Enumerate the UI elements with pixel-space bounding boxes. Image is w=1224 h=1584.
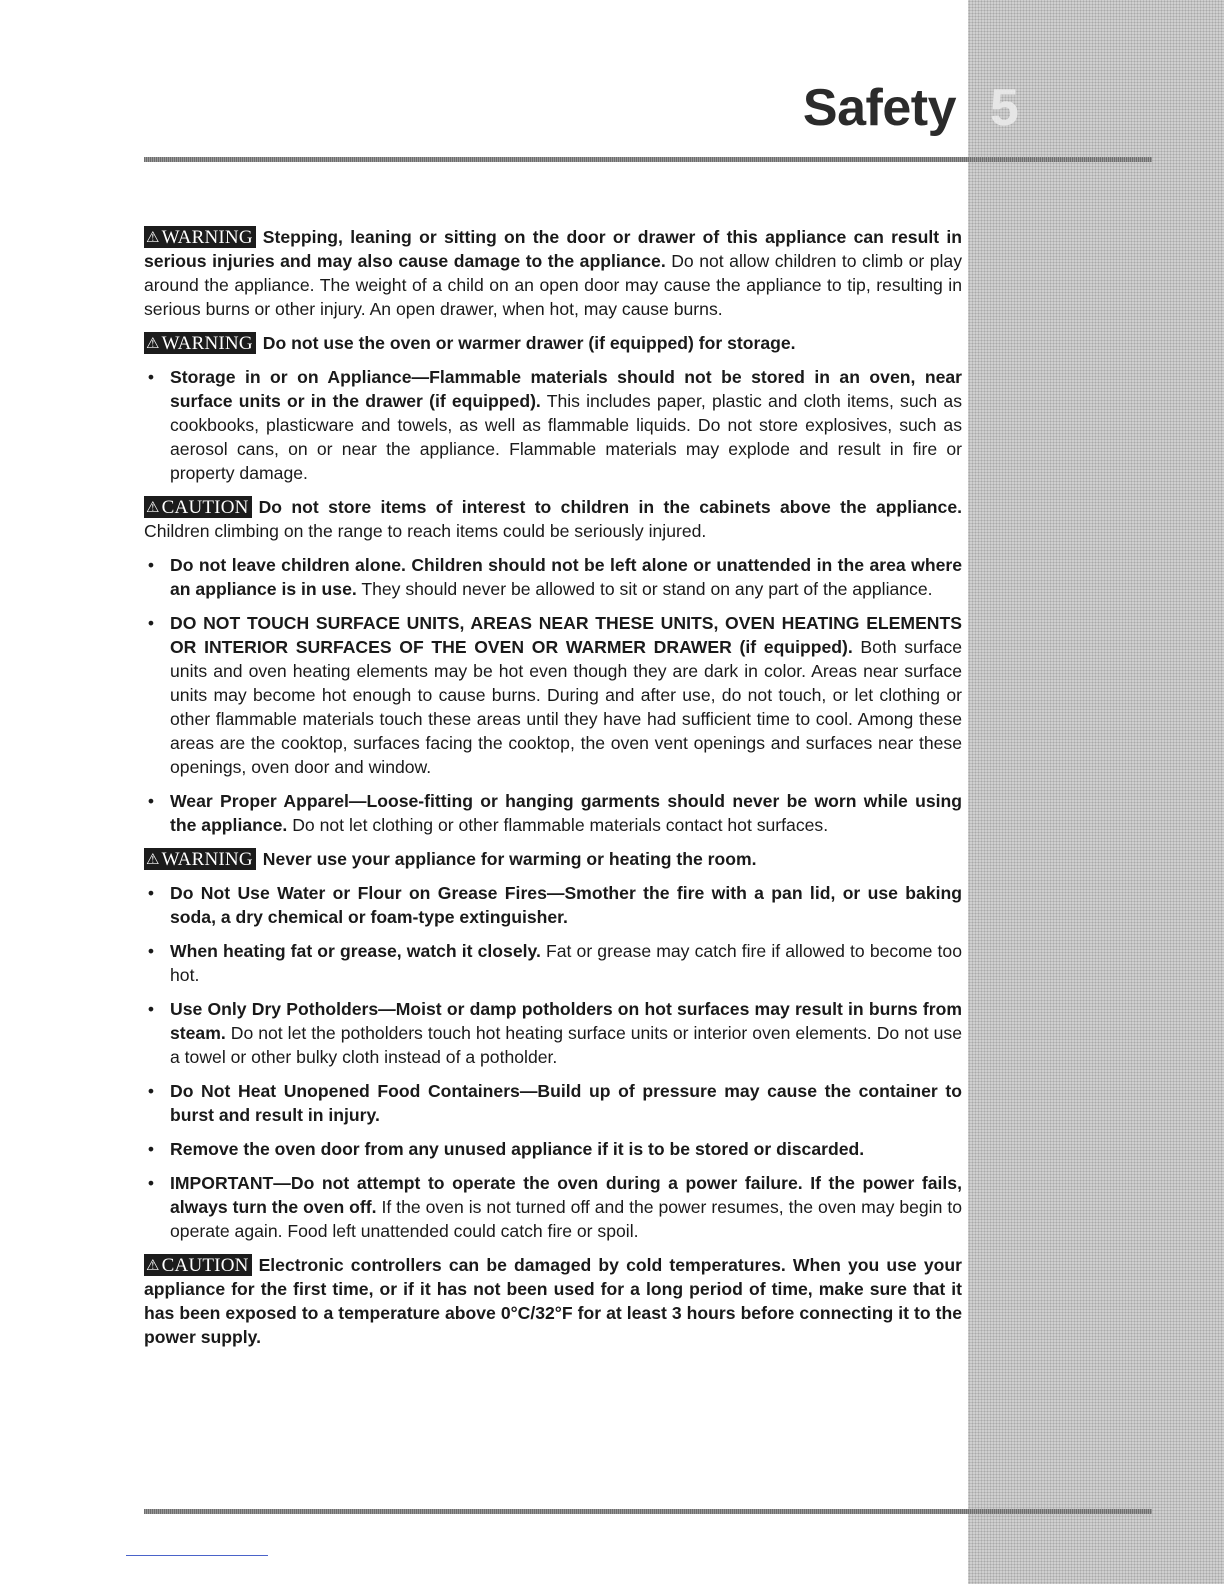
warning-badge [144,332,256,354]
bullet-icon: • [147,613,155,633]
bullet-icon: • [147,367,155,387]
warning-triangle-icon: ⚠ [146,1256,160,1274]
list-item-heading: Wear Proper Apparel—Loose-fitting or hanging garments should never be worn while using the appliance. [170,791,962,835]
warning-badge [144,226,256,248]
list-item [144,1171,962,1243]
list-item-text: Do not let clothing or other flammable materials contact hot surfaces. [287,815,829,835]
bullet-icon: • [147,1081,155,1101]
safety-content [144,225,962,1359]
list-item-text: Both surface units and oven heating elements may be hot even though they are dark in color. Areas near surface units may become hot enough to cause burns. During and after use, do not touch, or let clothing or other flammable materials touch these areas until they have had sufficient time to cool. Among these areas are the cooktop, surfaces facing the cooktop, the oven vent openings and surfaces near these openings, oven door and window. [170,637,962,777]
bullet-icon: • [147,1139,155,1159]
list-item-heading: Remove the oven door from any unused appliance if it is to be stored or discarded. [170,1139,865,1159]
list-item-heading: When heating fat or grease, watch it closely. [170,941,541,961]
badge-label: WARNING [161,849,253,870]
badge-label: WARNING [161,227,253,248]
list-item-text: Fat or grease may catch fire if allowed to become too hot. [170,941,962,985]
list-item-text: They should never be allowed to sit or stand on any part of the appliance. [356,579,933,599]
list-item-heading: DO NOT TOUCH SURFACE UNITS, AREAS NEAR THESE UNITS, OVEN HEATING ELEMENTS OR INTERIOR SURFACES OF THE OVEN OR WARMER DRAWER (if equipped). [170,613,962,657]
warning-badge [144,848,256,870]
alert-paragraph [144,495,962,543]
alert-heading: Do not store items of interest to children in the cabinets above the appliance. [258,497,962,517]
side-tab-band [968,0,1224,1584]
alert-heading: Electronic controllers can be damaged by cold temperatures. When you use your appliance for the first time, or if it has not been used for a long period of time, make sure that it has been exposed to a temperature above 0°C/32°F for at least 3 hours before connecting it to the power supply. [144,1255,962,1347]
list-item [144,789,962,837]
badge-label: CAUTION [161,1255,249,1276]
alert-paragraph [144,331,962,355]
footer-link-underline [126,1555,268,1556]
page-number: 5 [990,79,1019,137]
list-item-text: This includes paper, plastic and cloth items, such as cookbooks, plasticware and towels, as well as flammable liquids. Do not store explosives, such as aerosol cans, on or near the appliance. Flammable materials may explode and result in fire or property damage. [170,391,962,483]
footer-divider [144,1509,1152,1514]
list-item [144,881,962,929]
list-item-heading: Do Not Heat Unopened Food Containers—Build up of pressure may cause the container to burst and result in injury. [170,1081,962,1125]
warning-triangle-icon: ⚠ [146,498,160,516]
alert-heading: Stepping, leaning or sitting on the door or drawer of this appliance can result in serious injuries and may also cause damage to the appliance. [144,227,962,271]
header-divider [144,157,1152,162]
warning-triangle-icon: ⚠ [146,850,160,868]
list-item-heading: Storage in or on Appliance—Flammable materials should not be stored in an oven, near surface units or in the drawer (if equipped). [170,367,962,411]
list-item [144,1137,962,1161]
list-item-heading: Do not leave children alone. Children should not be left alone or unattended in the area where an appliance is in use. [170,555,962,599]
list-item [144,997,962,1069]
bullet-icon: • [147,1173,155,1193]
page-title: Safety [802,79,956,137]
list-item [144,611,962,779]
list-item-text: Do not let the potholders touch hot heating surface units or interior oven elements. Do not use a towel or other bulky cloth instead of a potholder. [170,1023,962,1067]
warning-triangle-icon: ⚠ [146,228,160,246]
alert-heading: Do not use the oven or warmer drawer (if equipped) for storage. [262,333,796,353]
alert-text: Do not allow children to climb or play around the appliance. The weight of a child on an open door may cause the appliance to tip, resulting in serious burns or other injury. An open drawer, when hot, may cause burns. [144,251,962,319]
alert-paragraph [144,847,962,871]
alert-text: Children climbing on the range to reach items could be seriously injured. [144,521,707,541]
list-item-heading: IMPORTANT—Do not attempt to operate the oven during a power failure. If the power fails, always turn the oven off. [170,1173,962,1217]
bullet-icon: • [147,555,155,575]
list-item [144,939,962,987]
list-item-text: If the oven is not turned off and the power resumes, the oven may begin to operate again. Food left unattended could catch fire or spoil. [170,1197,962,1241]
alert-heading: Never use your appliance for warming or heating the room. [262,849,757,869]
caution-badge [144,496,252,518]
alert-paragraph [144,225,962,321]
badge-label: CAUTION [161,497,249,518]
badge-label: WARNING [161,333,253,354]
warning-triangle-icon: ⚠ [146,334,160,352]
list-item [144,1079,962,1127]
bullet-icon: • [147,999,155,1019]
bullet-icon: • [147,941,155,961]
alert-paragraph [144,1253,962,1349]
list-item-heading: Use Only Dry Potholders—Moist or damp potholders on hot surfaces may result in burns from steam. [170,999,962,1043]
bullet-icon: • [147,883,155,903]
list-item [144,553,962,601]
caution-badge [144,1254,252,1276]
list-item-heading: Do Not Use Water or Flour on Grease Fires—Smother the fire with a pan lid, or use baking soda, a dry chemical or foam-type extinguisher. [170,883,962,927]
bullet-icon: • [147,791,155,811]
page-header [0,78,1040,148]
list-item [144,365,962,485]
